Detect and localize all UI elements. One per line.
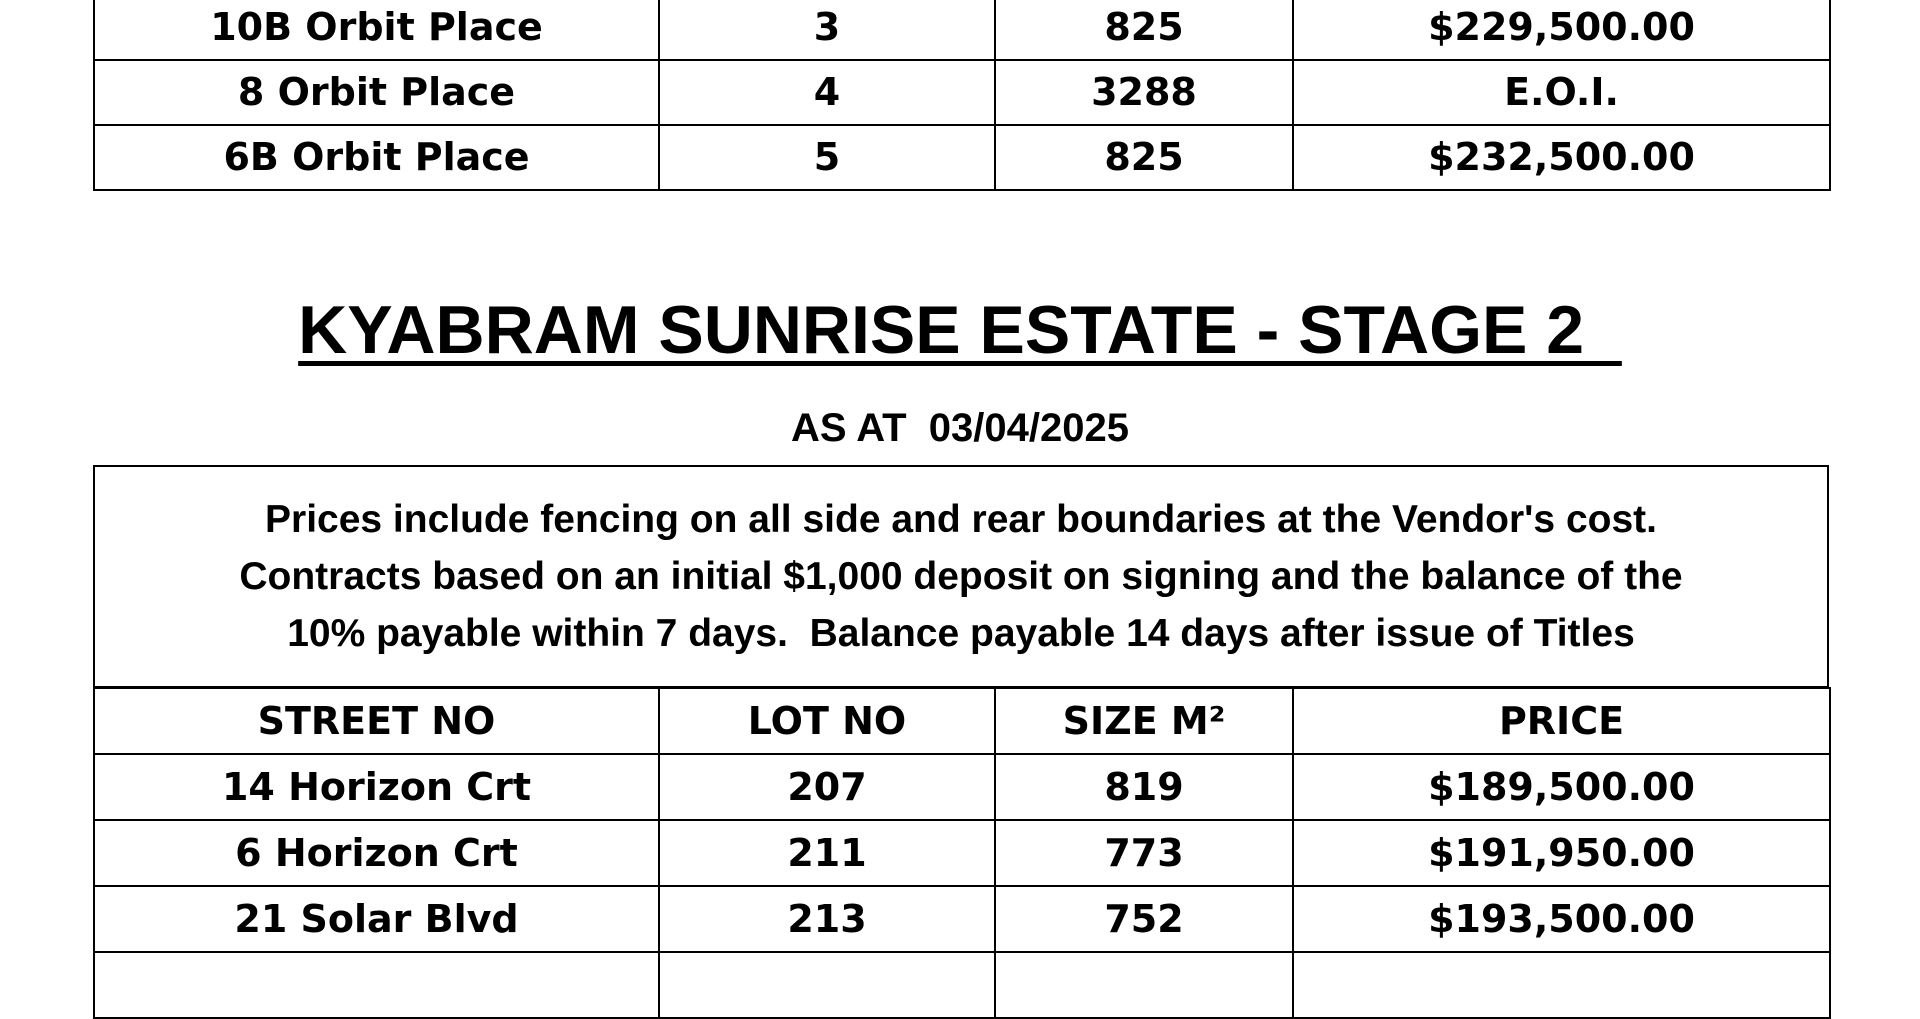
size-cell: 825 <box>995 0 1293 60</box>
price-cell: $232,500.00 <box>1293 125 1830 190</box>
terms-notice-box <box>93 465 1829 688</box>
table-row <box>94 886 1830 952</box>
lot-no-cell: 213 <box>659 886 995 952</box>
stage-title-text: KYABRAM SUNRISE ESTATE - STAGE 2 <box>298 292 1622 368</box>
notice-line: Contracts based on an initial $1,000 deposit on signing and the balance of the <box>239 555 1683 598</box>
table-row <box>94 952 1830 1018</box>
size-cell: 3288 <box>995 60 1293 125</box>
column-header-lot-no: LOT NO <box>659 688 995 754</box>
size-cell: 773 <box>995 820 1293 886</box>
column-header-size: SIZE M² <box>995 688 1293 754</box>
column-header-price: PRICE <box>1293 688 1830 754</box>
price-cell: $189,500.00 <box>1293 754 1830 820</box>
lot-no-cell: 207 <box>659 754 995 820</box>
street-no-cell: 8 Orbit Place <box>94 60 659 125</box>
size-cell: 752 <box>995 886 1293 952</box>
street-no-cell: 14 Horizon Crt <box>94 754 659 820</box>
lot-no-cell: 211 <box>659 820 995 886</box>
price-cell: $193,500.00 <box>1293 886 1830 952</box>
lot-no-cell: 4 <box>659 60 995 125</box>
size-cell: 819 <box>995 754 1293 820</box>
column-header-street-no: STREET NO <box>94 688 659 754</box>
table-row <box>94 60 1830 125</box>
price-cell: E.O.I. <box>1293 60 1830 125</box>
size-cell: 825 <box>995 125 1293 190</box>
lot-no-cell: 3 <box>659 0 995 60</box>
street-no-cell: 21 Solar Blvd <box>94 886 659 952</box>
lot-no-cell: 5 <box>659 125 995 190</box>
price-cell: $191,950.00 <box>1293 820 1830 886</box>
as-at-date: AS AT 03/04/2025 <box>791 406 1129 450</box>
price-cell: $229,500.00 <box>1293 0 1830 60</box>
stage1-lots-table-continued <box>93 0 1831 191</box>
street-no-cell: 6 Horizon Crt <box>94 820 659 886</box>
table-row <box>94 0 1830 60</box>
page-title <box>0 290 1920 370</box>
stage2-lots-table <box>93 687 1831 1019</box>
table-header-row <box>94 688 1830 754</box>
street-no-cell: 10B Orbit Place <box>94 0 659 60</box>
price-cell <box>1293 952 1830 1018</box>
table-row <box>94 754 1830 820</box>
size-cell <box>995 952 1293 1018</box>
lot-no-cell <box>659 952 995 1018</box>
notice-line: Prices include fencing on all side and rear boundaries at the Vendor's cost. <box>265 498 1657 541</box>
street-no-cell: 6B Orbit Place <box>94 125 659 190</box>
notice-line: 10% payable within 7 days. Balance payable 14 days after issue of Titles <box>287 612 1635 655</box>
table-row <box>94 125 1830 190</box>
table-row <box>94 820 1830 886</box>
street-no-cell <box>94 952 659 1018</box>
